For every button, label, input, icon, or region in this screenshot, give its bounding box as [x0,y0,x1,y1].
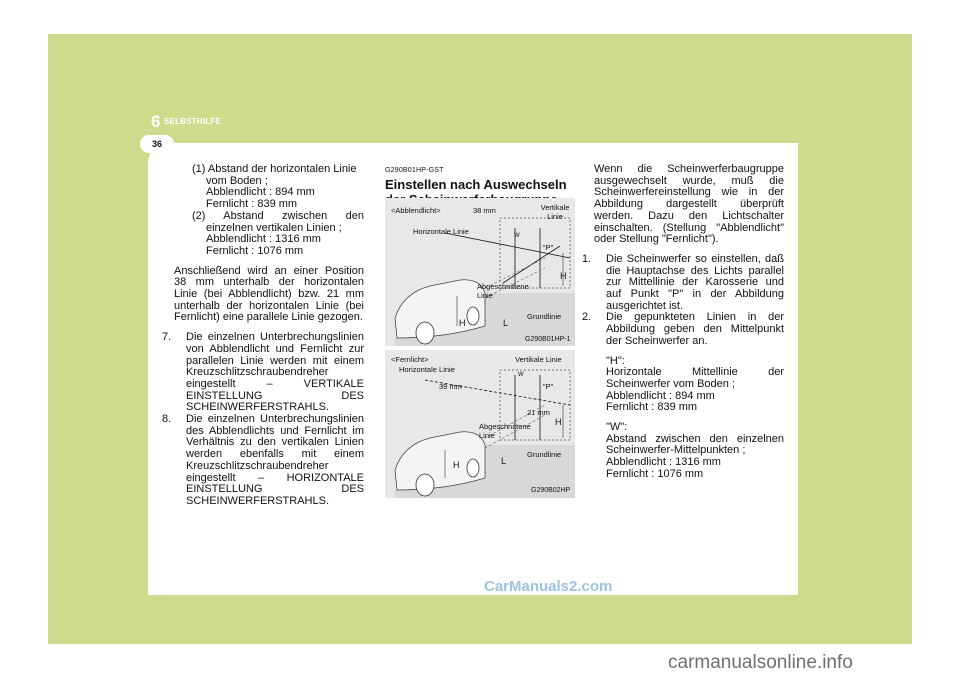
fig1-caption: G290B01HP-1 [525,336,571,343]
w-description: Abstand zwischen den einzelnen Scheinwerfer-Mittelpunkten ; [606,432,784,457]
fig1-mode: <Abblendlicht> [391,206,441,215]
item2-line2: einzelnen vertikalen Linien ; [206,221,342,234]
fig2-horizontal: Horizontale Linie [399,365,455,374]
right-column [582,163,784,481]
h-high-beam: Fernlicht : 839 mm [606,401,698,414]
item2-line1: (2) Abstand zwischen den [192,209,364,222]
fig2-mode: <Fernlicht> [391,355,429,364]
item2-line4: Fernlicht : 1076 mm [206,244,304,257]
step-1-number: 1. [582,252,592,265]
step-7 [162,331,364,414]
step-7-number: 7. [162,331,172,344]
item1-line1: (1) Abstand der horizontalen Linie [192,163,357,175]
fig1-w: W [514,233,520,239]
step-2 [582,311,784,347]
w-title: "W": [606,421,628,434]
item1-line2: vom Boden ; [206,174,268,187]
fig2-l: L [501,456,507,466]
item1-line3: Abblendlicht : 894 mm [206,186,315,199]
w-low-beam: Abblendlicht : 1316 mm [606,456,721,469]
fig2-mm-21: 21 mm [527,408,550,417]
fig1-h-left: H [459,318,466,328]
fig1-horizontal: Horizontale Linie [413,227,469,236]
fig2-ground: Grundlinie [527,450,562,459]
fig1-cutoff: Abgeschnittene Linie [477,282,529,300]
step-8-text: Die einzelnen Unterbrechungslinien des Abblendlichts und Fernlicht im Verhältnis zu den vertikalen Linien werden ebenfalls mit einem Kreuzschlitzschraubendreher eingestellt – HORIZONTALE EINSTELLUNG DES SCHEINWERFERSTRAHLS. [186,413,364,507]
fig1-mm: 38 mm [473,206,496,215]
h-title: "H": [606,354,625,367]
fig1-ground: Grundlinie [527,312,562,321]
fig2-h-right: H [555,417,562,427]
step-7-text: Die einzelnen Unterbrechungslinien von Abblendlicht und Fernlicht zur parallelen Linie werden mit einem Kreuzschlitzschraubendreher eingestellt – VERTIKALE EINSTELLUNG DES SCHEINWERFERSTRAHLS. [186,331,364,414]
fig2-cutoff: Abgeschnittene Linie [479,422,531,440]
h-low-beam: Abblendlicht : 894 mm [606,389,715,402]
fig2-h-left: H [453,460,460,470]
chapter-title: SELBSTHILFE [164,117,221,126]
page-number: 36 [140,135,174,153]
fig1-p: "P" [543,243,554,252]
w-definition [594,422,784,481]
item1-line4: Fernlicht : 839 mm [206,198,298,211]
h-description: Horizontale Mittellinie der Scheinwerfer vom Boden ; [606,366,784,390]
figure-low-beam [385,198,575,346]
chapter-number: 6 [151,112,161,131]
step-2-number: 2. [582,311,592,324]
figure-high-beam [385,350,575,498]
section-code: G290B01HP-GST [385,167,444,174]
header-tab [48,132,148,152]
h-definition [594,356,784,415]
fig2-mm-39: 39 mm [439,382,462,391]
watermark-link[interactable]: CarManuals2.com [484,578,613,595]
step-1-text: Die Scheinwerfer so einstellen, daß die Hauptachse des Lichts parallel zur Mittellinie der Karosserie und auf Punkt "P" in der Abbildung ausgerichtet ist. [606,252,784,312]
paragraph: Anschließend wird an einer Position 38 mm unterhalb der horizontalen Linie (bei Abblendlicht) bzw. 21 mm unterhalb der horizontalen Linie (bei Fernlicht) eine parallele Linie gezogen. [174,264,364,324]
fig1-h-right: H [560,271,567,281]
section-heading: Einstellen nach Auswechseln [385,176,567,192]
fig1-l: L [503,318,509,328]
left-column [162,163,364,508]
item2-line3: Abblendlicht : 1316 mm [206,233,321,246]
step-8-number: 8. [162,413,172,426]
fig1-vertical: Vertikale Linie [540,203,570,221]
fig2-w: W [518,372,524,378]
step-1 [582,252,784,313]
step-2-text: Die gepunkteten Linien in der Abbildung geben den Mittelpunkt der Scheinwerfer an. [606,311,784,347]
intro-paragraph: Wenn die Scheinwerferbaugruppe ausgewechselt wurde, muß die Scheinwerfereinstellung wie in der Abbildung dargestellt überprüft werden. Dazu den Lichtschalter einschalten. (Stellung "Abblendlicht" oder Stellung "Fernlicht"). [594,163,784,246]
fig2-p: "P" [543,382,554,391]
w-high-beam: Fernlicht : 1076 mm [606,467,704,480]
footer-link[interactable]: carmanualsonline.info [668,652,853,673]
step-8 [162,413,364,508]
fig2-vertical: Vertikale Linie [515,355,562,364]
fig2-caption: G290B02HP [531,487,571,494]
